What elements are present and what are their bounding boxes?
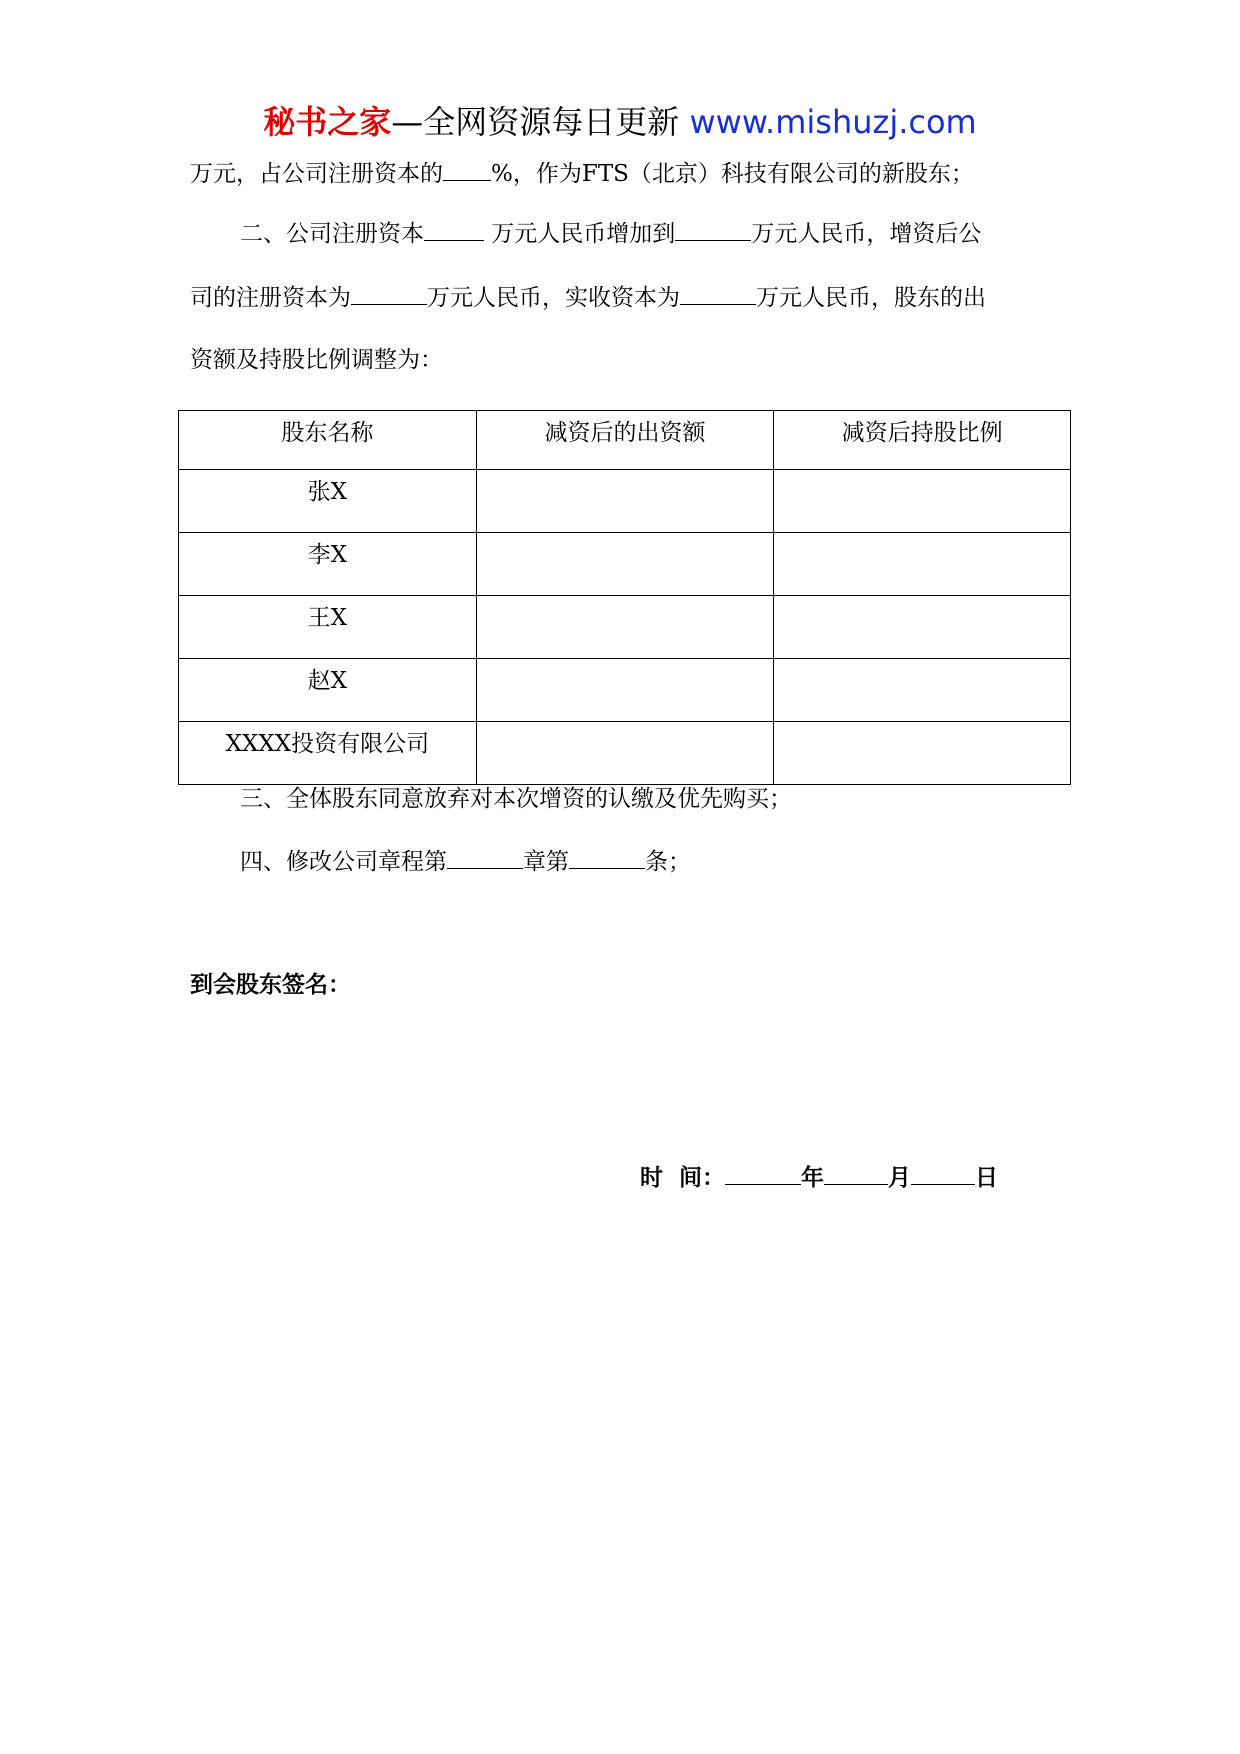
shareholder-name-cell: XXXX投资有限公司: [179, 722, 477, 785]
contribution-amount-cell: [476, 596, 774, 659]
share-ratio-cell: [774, 470, 1071, 533]
paragraph-capital-increase: [190, 216, 1120, 251]
paragraph-new-shareholder: [190, 156, 1070, 191]
signature-label: 到会股东签名：: [190, 972, 351, 998]
para1-text-a: 万元，占公司注册资本的: [190, 161, 443, 187]
year-blank: [725, 1160, 801, 1185]
paragraph-amend-articles: [190, 844, 1120, 879]
percent-blank: [443, 156, 491, 181]
chapter-blank: [447, 844, 523, 869]
day-blank: [911, 1160, 975, 1185]
para2-text-b: 万元人民币增加到: [484, 221, 676, 247]
header-share-ratio: 减资后持股比例: [774, 411, 1071, 470]
table-row: [179, 659, 1071, 722]
contribution-amount-cell: [476, 470, 774, 533]
paragraph-waive-rights: 三、全体股东同意放弃对本次增资的认缴及优先购买；: [240, 786, 792, 812]
date-label: 时 间：: [640, 1165, 726, 1191]
share-ratio-cell: [774, 596, 1071, 659]
site-banner: [0, 100, 1240, 144]
header-contribution-amount: 减资后的出资额: [476, 411, 774, 470]
table-row: [179, 533, 1071, 596]
original-capital-blank: [424, 216, 484, 241]
shareholder-table: [178, 410, 1071, 785]
shareholder-name-cell: 张X: [179, 470, 477, 533]
year-label: 年: [801, 1165, 825, 1191]
contribution-amount-cell: [476, 722, 774, 785]
contribution-amount-cell: [476, 659, 774, 722]
registered-capital-blank: [351, 280, 427, 305]
day-label: 日: [975, 1165, 999, 1191]
share-ratio-cell: [774, 533, 1071, 596]
para3-text-c: 万元人民币，股东的出: [756, 285, 986, 311]
banner-url-link[interactable]: www.mishuzj.com: [689, 103, 977, 141]
shareholder-name-cell: 王X: [179, 596, 477, 659]
contribution-amount-cell: [476, 533, 774, 596]
para2-text-c: 万元人民币，增资后公: [751, 221, 982, 247]
table-row: [179, 722, 1071, 785]
increased-capital-blank: [675, 216, 751, 241]
date-line: [640, 1160, 998, 1195]
header-shareholder-name: 股东名称: [179, 411, 477, 470]
para3-text-a: 司的注册资本为: [190, 285, 351, 311]
month-label: 月: [888, 1165, 912, 1191]
shareholder-name-cell: 赵X: [179, 659, 477, 722]
table-row: [179, 470, 1071, 533]
para2-text-a: 二、公司注册资本: [240, 221, 424, 247]
table-header-row: [179, 411, 1071, 470]
paid-in-capital-blank: [680, 280, 756, 305]
shareholder-name-cell: 李X: [179, 533, 477, 596]
table-row: [179, 596, 1071, 659]
para6-text-a: 四、修改公司章程第: [240, 849, 447, 875]
para3-text-b: 万元人民币，实收资本为: [427, 285, 680, 311]
month-blank: [824, 1160, 888, 1185]
para1-text-b: %，作为FTS（北京）科技有限公司的新股东；: [491, 161, 974, 187]
article-blank: [569, 844, 645, 869]
share-ratio-cell: [774, 722, 1071, 785]
paragraph-ratio-intro: 资额及持股比例调整为：: [190, 347, 443, 373]
para6-text-b: 章第: [523, 849, 569, 875]
share-ratio-cell: [774, 659, 1071, 722]
banner-tagline: —全网资源每日更新: [391, 103, 690, 141]
paragraph-registered-capital: [190, 280, 1070, 315]
banner-brand: 秘书之家: [263, 103, 392, 141]
para6-text-c: 条；: [645, 849, 691, 875]
